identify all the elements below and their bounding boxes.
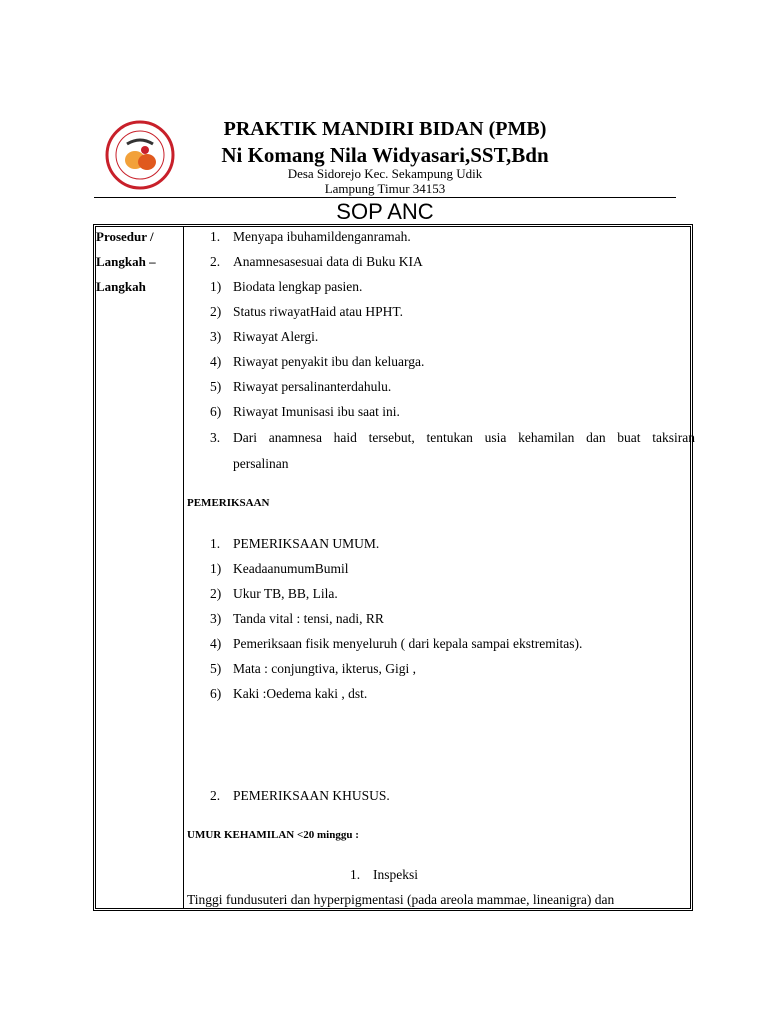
- list-item-text: Dari anamnesa haid tersebut, tentukan usia kehamilan dan buat taksiran: [233, 430, 695, 445]
- clinic-name: PRAKTIK MANDIRI BIDAN (PMB): [223, 118, 547, 140]
- column-divider: [183, 226, 184, 909]
- header-divider-right: [466, 197, 676, 198]
- label-prosedur: Prosedur /: [96, 229, 154, 244]
- ibi-logo: [105, 120, 175, 190]
- header-divider: [94, 197, 466, 198]
- address-line-1: Desa Sidorejo Kec. Sekampung Udik: [287, 166, 483, 181]
- address-line-2: Lampung Timur 34153: [324, 181, 446, 196]
- section-heading-umur-kehamilan: UMUR KEHAMILAN <20 minggu :: [187, 829, 359, 841]
- label-langkah-2: Langkah: [96, 279, 146, 294]
- ibi-logo-icon: [105, 120, 175, 190]
- midwife-name: Ni Komang Nila Widyasari,SST,Bdn: [221, 143, 549, 167]
- paragraph-text: Tinggi fundusuteri dan hyperpigmentasi (pada areola mammae, lineanigra) dan: [187, 892, 615, 907]
- document-title: SOP ANC: [336, 199, 434, 224]
- section-heading-pemeriksaan: PEMERIKSAAN: [187, 497, 270, 509]
- list-item-text-cont: persalinan: [233, 456, 289, 471]
- label-langkah-1: Langkah –: [96, 254, 156, 269]
